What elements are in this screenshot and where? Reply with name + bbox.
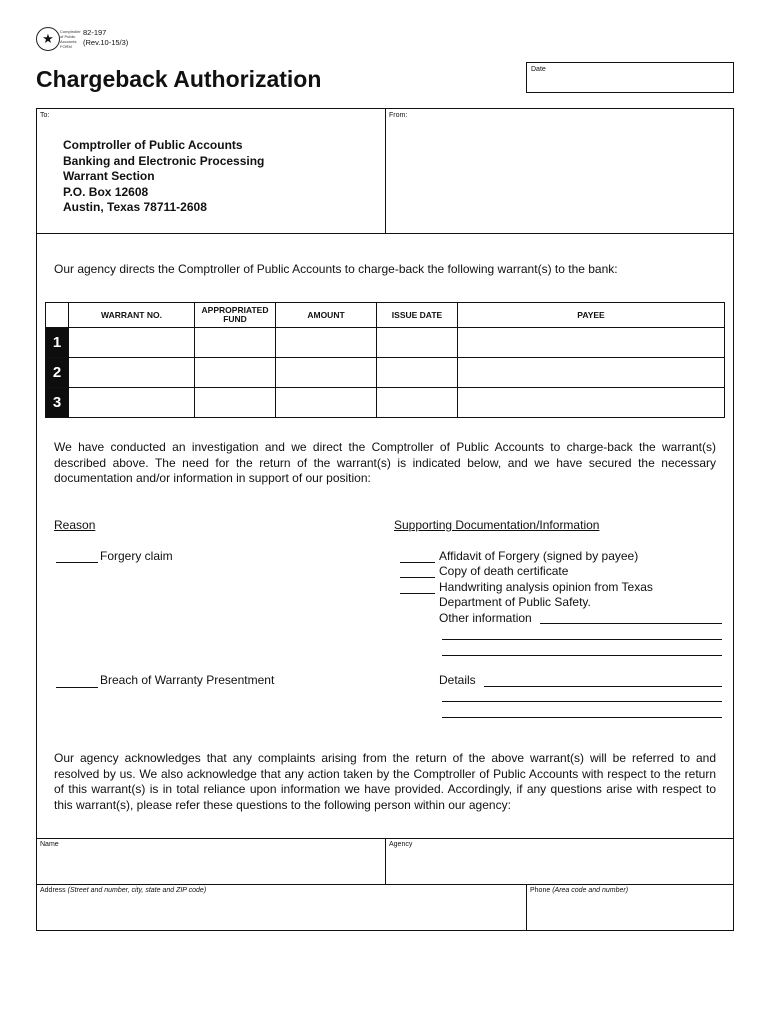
corner-cell [46, 303, 69, 328]
from-field[interactable] [387, 124, 732, 231]
warrant-no-cell[interactable] [69, 358, 195, 388]
issue-date-cell[interactable] [377, 388, 458, 418]
form-number-block [83, 28, 128, 48]
intro-text: Our agency directs the Comptroller of Public Accounts to charge-back the following warrant(s) to the bank: [54, 262, 618, 276]
fund-cell[interactable] [195, 358, 276, 388]
phone-hint: (Area code and number) [552, 887, 629, 894]
page-title: Chargeback Authorization [36, 66, 322, 92]
warrant-no-cell[interactable] [69, 388, 195, 418]
address-field[interactable] [37, 885, 525, 930]
fund-cell[interactable] [195, 388, 276, 418]
header-amount: AMOUNT [276, 303, 377, 328]
amount-cell[interactable] [276, 328, 377, 358]
affidavit-blank[interactable] [400, 562, 435, 563]
header-issue-date: ISSUE DATE [377, 303, 458, 328]
acknowledgement-text: Our agency acknowledges that any complaints arising from the return of the above warrant(s) will be referred to and resolved by us. We also acknowledge that any action taken by the Comptroller of Public Accounts with respect to the return of this warrant(s) is in total reliance upon information we have provided. Accordingly, if any questions arise with respect to this warrant(s), please refer these questions to the following person within our agency: [54, 751, 716, 812]
header-appropriated-fund: APPROPRIATED FUND [195, 303, 276, 328]
payee-cell[interactable] [458, 388, 725, 418]
death-certificate-blank[interactable] [400, 577, 435, 578]
phone-field[interactable] [527, 885, 733, 930]
other-information-line[interactable] [442, 655, 722, 656]
affidavit-label: Affidavit of Forgery (signed by payee) [439, 549, 639, 563]
section-divider-1 [36, 233, 734, 234]
warrant-no-cell[interactable] [69, 328, 195, 358]
fund-cell[interactable] [195, 328, 276, 358]
address-label: Address [40, 887, 66, 894]
details-label: Details [439, 673, 476, 687]
table-row [46, 328, 725, 358]
table-row [46, 388, 725, 418]
table-header-row [46, 303, 725, 328]
address-line: Warrant Section [63, 169, 155, 183]
details-line[interactable] [442, 701, 722, 702]
phone-label-group [530, 887, 628, 894]
address-line: P.O. Box 12608 [63, 184, 149, 199]
form-revision: (Rev.10-15/3) [83, 38, 129, 47]
name-label: Name [40, 841, 59, 848]
address-line: Comptroller of Public Accounts [63, 138, 243, 152]
death-certificate-label: Copy of death certificate [439, 564, 569, 578]
address-line: Austin, Texas 78711-2608 [63, 200, 207, 214]
handwriting-blank[interactable] [400, 593, 435, 594]
date-label: Date [531, 66, 546, 73]
agency-label: Agency [389, 841, 413, 848]
amount-cell[interactable] [276, 388, 377, 418]
payee-cell[interactable] [458, 328, 725, 358]
warrant-table [45, 302, 725, 418]
form-number: 82-197 [83, 28, 107, 37]
investigation-text: We have conducted an investigation and we direct the Comptroller of Public Accounts to charge-back the warrant(s) described above. The need for the return of the warrant(s) is indicated below, and we have secured the necessary documentation and/or information in support of our position: [54, 440, 716, 485]
row-number: 1 [46, 328, 69, 358]
name-field[interactable] [37, 839, 384, 883]
support-heading: Supporting Documentation/Information [394, 518, 600, 532]
other-information-label: Other information [439, 611, 532, 625]
forgery-claim-blank[interactable] [56, 562, 98, 563]
issue-date-cell[interactable] [377, 328, 458, 358]
forgery-claim-label: Forgery claim [100, 549, 173, 563]
other-information-line[interactable] [540, 623, 722, 624]
handwriting-label: Handwriting analysis opinion from Texas [439, 580, 653, 594]
to-label: To: [40, 112, 50, 119]
breach-blank[interactable] [56, 687, 98, 688]
details-line[interactable] [442, 717, 722, 718]
amount-cell[interactable] [276, 358, 377, 388]
address-hint: (Street and number, city, state and ZIP code) [67, 887, 207, 894]
details-line[interactable] [484, 686, 722, 687]
address-label-group [40, 887, 206, 894]
address-line: Banking and Electronic Processing [63, 153, 265, 168]
star-icon: ★ [42, 31, 54, 46]
payee-cell[interactable] [458, 358, 725, 388]
row-number: 2 [46, 358, 69, 388]
to-address [63, 138, 264, 216]
breach-label: Breach of Warranty Presentment [100, 673, 275, 687]
date-field[interactable] [526, 62, 734, 93]
header-payee: PAYEE [458, 303, 725, 328]
row-number: 3 [46, 388, 69, 418]
agency-field[interactable] [386, 839, 733, 883]
issue-date-cell[interactable] [377, 358, 458, 388]
comptroller-seal-icon [36, 27, 60, 51]
seal-caption: Comptroller of Public Accounts FORM [60, 29, 81, 49]
phone-label: Phone [530, 887, 551, 894]
from-label: From: [389, 112, 408, 119]
other-information-line[interactable] [442, 639, 722, 640]
handwriting-label-continued: Department of Public Safety. [439, 595, 591, 609]
reason-heading: Reason [54, 518, 96, 532]
header-warrant-no: WARRANT NO. [69, 303, 195, 328]
table-row [46, 358, 725, 388]
to-from-divider [385, 108, 386, 233]
